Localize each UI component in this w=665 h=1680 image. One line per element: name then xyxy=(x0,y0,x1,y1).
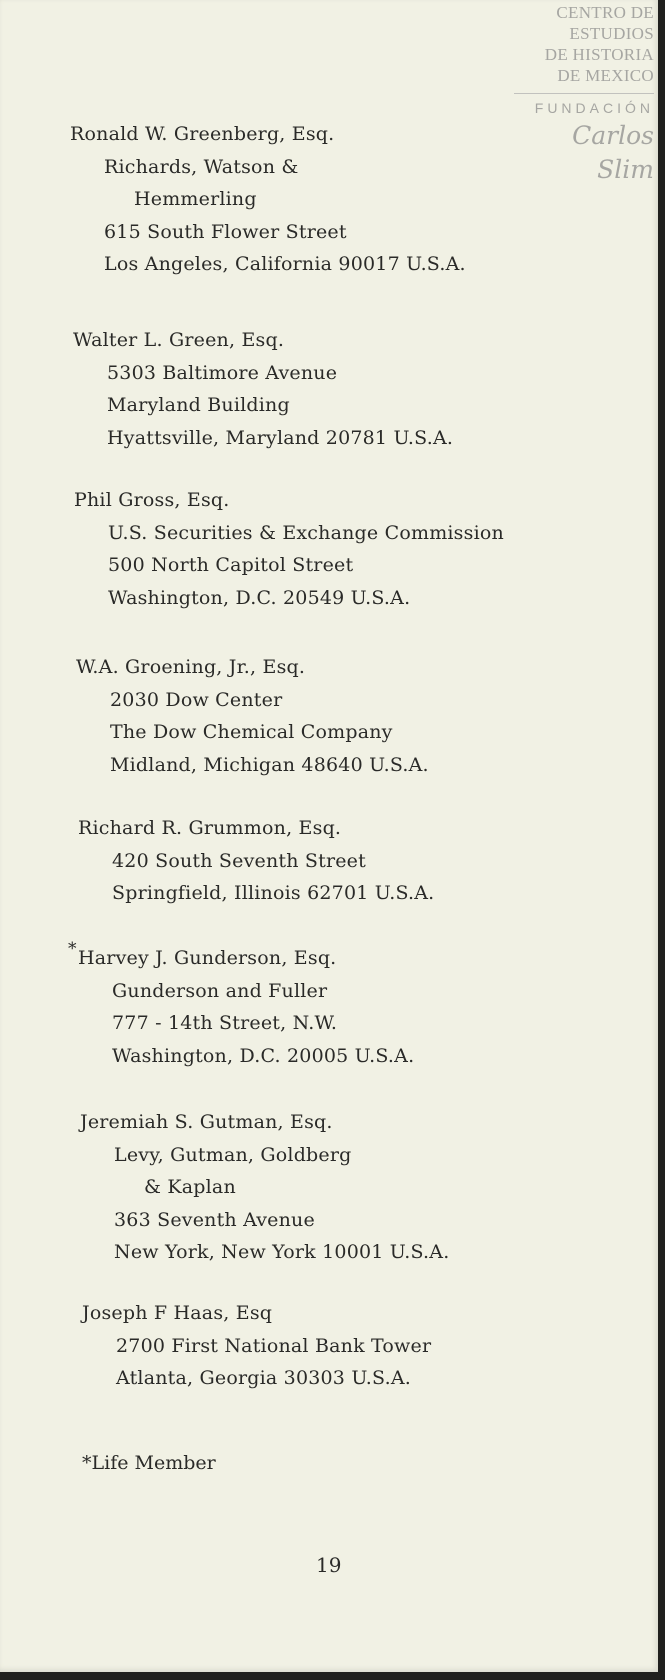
entry-name: Harvey J. Gunderson, Esq. xyxy=(78,947,337,969)
directory-entry xyxy=(74,484,504,614)
entry-name: Phil Gross, Esq. xyxy=(74,489,230,511)
entry-line: Atlanta, Georgia 30303 U.S.A. xyxy=(116,1367,411,1389)
entry-name: Ronald W. Greenberg, Esq. xyxy=(70,123,335,145)
entry-line: Springfield, Illinois 62701 U.S.A. xyxy=(112,882,435,904)
entry-name: W.A. Groening, Jr., Esq. xyxy=(76,656,306,678)
entry-line: 420 South Seventh Street xyxy=(112,849,366,872)
stamp-line: DE HISTORIA xyxy=(544,45,654,64)
stamp-line: CENTRO DE xyxy=(556,3,654,22)
directory-entry xyxy=(78,812,434,910)
entry-line: 615 South Flower Street xyxy=(104,220,347,243)
entry-line: 5303 Baltimore Avenue xyxy=(107,361,338,384)
entry-line: Maryland Building xyxy=(107,394,290,416)
entry-name: Walter L. Green, Esq. xyxy=(73,329,285,351)
entry-name: Joseph F Haas, Esq xyxy=(82,1302,273,1324)
entry-line: 500 North Capitol Street xyxy=(108,554,354,576)
entry-line: New York, New York 10001 U.S.A. xyxy=(114,1241,450,1263)
entry-line: Hyattsville, Maryland 20781 U.S.A. xyxy=(107,426,454,449)
life-member-marker: * xyxy=(68,939,77,959)
entry-name: Jeremiah S. Gutman, Esq. xyxy=(80,1111,333,1133)
page-number: 19 xyxy=(316,1553,342,1577)
stamp-line: DE MEXICO xyxy=(557,66,654,85)
entry-line: Hemmerling xyxy=(134,188,257,210)
entry-line: & Kaplan xyxy=(144,1176,236,1198)
stamp-signature: Carlos Slim xyxy=(572,121,654,184)
entry-line: Los Angeles, California 90017 U.S.A. xyxy=(104,253,466,275)
footnote: *Life Member xyxy=(82,1452,216,1474)
entry-line: Washington, D.C. 20005 U.S.A. xyxy=(112,1044,415,1067)
entry-line: 777 - 14th Street, N.W. xyxy=(112,1012,338,1034)
stamp-line: ESTUDIOS xyxy=(569,24,654,43)
stamp-divider xyxy=(514,93,654,94)
entry-name: Richard R. Grummon, Esq. xyxy=(78,817,342,839)
directory-entry xyxy=(80,1106,449,1269)
entry-line: U.S. Securities & Exchange Commission xyxy=(108,521,504,544)
directory-entry xyxy=(68,939,415,1072)
archive-stamp xyxy=(514,2,654,187)
entry-line: Gunderson and Fuller xyxy=(112,979,328,1002)
directory-entry xyxy=(82,1297,431,1395)
entry-line: Richards, Watson & xyxy=(104,155,299,178)
entry-line: 2030 Dow Center xyxy=(110,688,283,711)
entry-line: Midland, Michigan 48640 U.S.A. xyxy=(110,753,429,776)
directory-entry xyxy=(76,651,429,781)
stamp-foundation: FUNDACIÓN xyxy=(534,100,654,116)
entry-line: Washington, D.C. 20549 U.S.A. xyxy=(108,586,411,609)
directory-entry xyxy=(73,324,453,454)
directory-entry xyxy=(70,118,466,281)
entry-line: Levy, Gutman, Goldberg xyxy=(114,1143,352,1166)
entry-line: 2700 First National Bank Tower xyxy=(116,1334,432,1357)
entry-line: The Dow Chemical Company xyxy=(110,721,393,743)
entry-line: 363 Seventh Avenue xyxy=(114,1208,315,1231)
